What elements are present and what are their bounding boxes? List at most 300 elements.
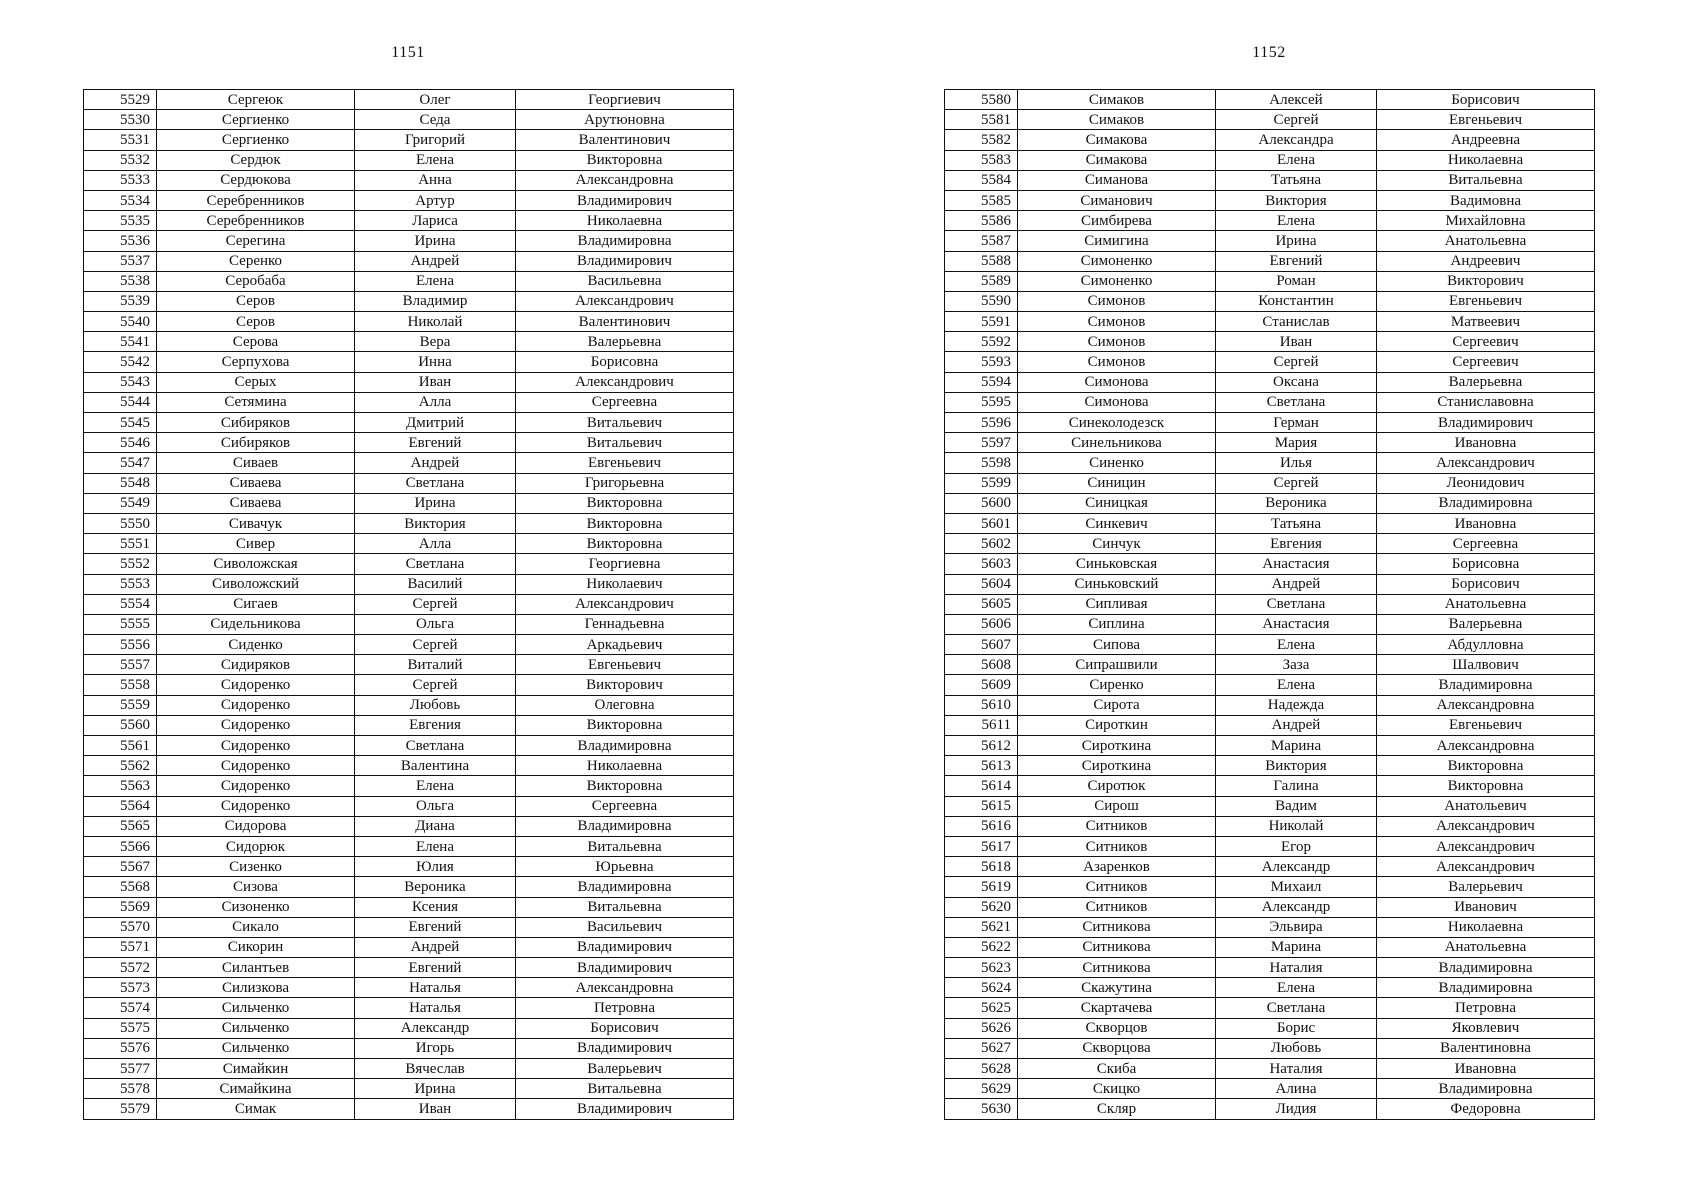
table-row — [84, 978, 734, 998]
table-row — [945, 352, 1595, 372]
last-name-cell: Симакова — [1018, 130, 1216, 150]
last-name-cell: Сидоренко — [157, 796, 355, 816]
table-row — [945, 110, 1595, 130]
patronymic-cell: Андреевна — [1377, 130, 1595, 150]
row-number-cell: 5530 — [84, 110, 157, 130]
last-name-cell: Азаренков — [1018, 857, 1216, 877]
table-row — [945, 836, 1595, 856]
patronymic-cell: Валентиновна — [1377, 1038, 1595, 1058]
table-row — [84, 1099, 734, 1119]
table-row — [945, 392, 1595, 412]
table-row — [945, 897, 1595, 917]
patronymic-cell: Сергеевна — [1377, 534, 1595, 554]
table-row — [84, 655, 734, 675]
last-name-cell: Сиплина — [1018, 614, 1216, 634]
table-row — [84, 1038, 734, 1058]
row-number-cell: 5560 — [84, 715, 157, 735]
table-row — [84, 594, 734, 614]
last-name-cell: Скворцова — [1018, 1038, 1216, 1058]
first-name-cell: Андрей — [355, 251, 516, 271]
patronymic-cell: Викторовна — [516, 493, 734, 513]
patronymic-cell: Станиславовна — [1377, 392, 1595, 412]
last-name-cell: Сидоренко — [157, 776, 355, 796]
last-name-cell: Ситникова — [1018, 937, 1216, 957]
table-row — [945, 312, 1595, 332]
row-number-cell: 5545 — [84, 413, 157, 433]
last-name-cell: Синьковская — [1018, 554, 1216, 574]
patronymic-cell: Викторовна — [516, 534, 734, 554]
table-row — [84, 554, 734, 574]
table-row — [84, 392, 734, 412]
table-row — [945, 917, 1595, 937]
row-number-cell: 5559 — [84, 695, 157, 715]
table-row — [945, 372, 1595, 392]
first-name-cell: Александр — [355, 1018, 516, 1038]
first-name-cell: Елена — [1216, 675, 1377, 695]
row-number-cell: 5607 — [945, 635, 1018, 655]
first-name-cell: Елена — [355, 271, 516, 291]
row-number-cell: 5555 — [84, 614, 157, 634]
last-name-cell: Сизенко — [157, 857, 355, 877]
right-page — [944, 0, 1594, 1200]
first-name-cell: Светлана — [355, 554, 516, 574]
last-name-cell: Сизова — [157, 877, 355, 897]
row-number-cell: 5582 — [945, 130, 1018, 150]
first-name-cell: Алина — [1216, 1079, 1377, 1099]
row-number-cell: 5580 — [945, 90, 1018, 110]
first-name-cell: Андрей — [355, 937, 516, 957]
patronymic-cell: Васильевна — [516, 271, 734, 291]
table-row — [945, 291, 1595, 311]
first-name-cell: Инна — [355, 352, 516, 372]
last-name-cell: Сидоренко — [157, 736, 355, 756]
row-number-cell: 5619 — [945, 877, 1018, 897]
patronymic-cell: Леонидович — [1377, 473, 1595, 493]
last-name-cell: Серегина — [157, 231, 355, 251]
patronymic-cell: Владимирович — [516, 937, 734, 957]
table-row — [84, 1059, 734, 1079]
row-number-cell: 5540 — [84, 312, 157, 332]
first-name-cell: Егор — [1216, 836, 1377, 856]
patronymic-cell: Олеговна — [516, 695, 734, 715]
row-number-cell: 5544 — [84, 392, 157, 412]
first-name-cell: Ксения — [355, 897, 516, 917]
row-number-cell: 5613 — [945, 756, 1018, 776]
last-name-cell: Сердюкова — [157, 170, 355, 190]
last-name-cell: Ситников — [1018, 897, 1216, 917]
patronymic-cell: Владимировна — [1377, 978, 1595, 998]
row-number-cell: 5622 — [945, 937, 1018, 957]
patronymic-cell: Юрьевна — [516, 857, 734, 877]
table-row — [84, 90, 734, 110]
row-number-cell: 5610 — [945, 695, 1018, 715]
patronymic-cell: Владимировна — [1377, 675, 1595, 695]
patronymic-cell: Васильевич — [516, 917, 734, 937]
patronymic-cell: Геннадьевна — [516, 614, 734, 634]
table-row — [945, 271, 1595, 291]
table-row — [945, 937, 1595, 957]
first-name-cell: Светлана — [1216, 594, 1377, 614]
first-name-cell: Алла — [355, 534, 516, 554]
first-name-cell: Марина — [1216, 937, 1377, 957]
last-name-cell: Симакова — [1018, 150, 1216, 170]
table-row — [945, 554, 1595, 574]
table-row — [945, 715, 1595, 735]
left-page — [83, 0, 733, 1200]
table-row — [84, 231, 734, 251]
row-number-cell: 5533 — [84, 170, 157, 190]
row-number-cell: 5557 — [84, 655, 157, 675]
last-name-cell: Серых — [157, 372, 355, 392]
first-name-cell: Борис — [1216, 1018, 1377, 1038]
table-row — [945, 776, 1595, 796]
first-name-cell: Константин — [1216, 291, 1377, 311]
first-name-cell: Вероника — [1216, 493, 1377, 513]
first-name-cell: Вера — [355, 332, 516, 352]
table-row — [945, 493, 1595, 513]
first-name-cell: Виталий — [355, 655, 516, 675]
row-number-cell: 5569 — [84, 897, 157, 917]
last-name-cell: Сигаев — [157, 594, 355, 614]
patronymic-cell: Ивановна — [1377, 513, 1595, 533]
table-row — [84, 332, 734, 352]
row-number-cell: 5579 — [84, 1099, 157, 1119]
table-row — [84, 937, 734, 957]
patronymic-cell: Викторович — [1377, 271, 1595, 291]
row-number-cell: 5614 — [945, 776, 1018, 796]
first-name-cell: Иван — [355, 372, 516, 392]
last-name-cell: Сидоренко — [157, 715, 355, 735]
row-number-cell: 5621 — [945, 917, 1018, 937]
first-name-cell: Елена — [1216, 211, 1377, 231]
patronymic-cell: Викторовна — [516, 715, 734, 735]
table-row — [84, 1018, 734, 1038]
patronymic-cell: Витальевна — [1377, 170, 1595, 190]
table-row — [84, 413, 734, 433]
table-row — [945, 1099, 1595, 1119]
first-name-cell: Сергей — [1216, 352, 1377, 372]
row-number-cell: 5590 — [945, 291, 1018, 311]
table-row — [945, 1059, 1595, 1079]
first-name-cell: Роман — [1216, 271, 1377, 291]
row-number-cell: 5620 — [945, 897, 1018, 917]
table-row — [945, 655, 1595, 675]
last-name-cell: Сиренко — [1018, 675, 1216, 695]
row-number-cell: 5597 — [945, 433, 1018, 453]
patronymic-cell: Евгеньевич — [1377, 291, 1595, 311]
last-name-cell: Симонов — [1018, 352, 1216, 372]
first-name-cell: Александр — [1216, 857, 1377, 877]
table-row — [84, 534, 734, 554]
row-number-cell: 5617 — [945, 836, 1018, 856]
row-number-cell: 5593 — [945, 352, 1018, 372]
row-number-cell: 5584 — [945, 170, 1018, 190]
patronymic-cell: Абдулловна — [1377, 635, 1595, 655]
patronymic-cell: Владимировна — [516, 736, 734, 756]
first-name-cell: Любовь — [1216, 1038, 1377, 1058]
first-name-cell: Ирина — [1216, 231, 1377, 251]
table-row — [945, 332, 1595, 352]
first-name-cell: Наталия — [1216, 1059, 1377, 1079]
row-number-cell: 5542 — [84, 352, 157, 372]
patronymic-cell: Александровна — [516, 978, 734, 998]
first-name-cell: Николай — [355, 312, 516, 332]
row-number-cell: 5591 — [945, 312, 1018, 332]
table-row — [84, 816, 734, 836]
patronymic-cell: Александровна — [516, 170, 734, 190]
table-row — [84, 110, 734, 130]
table-row — [945, 170, 1595, 190]
row-number-cell: 5554 — [84, 594, 157, 614]
first-name-cell: Евгений — [355, 917, 516, 937]
table-row — [945, 695, 1595, 715]
first-name-cell: Елена — [355, 836, 516, 856]
row-number-cell: 5567 — [84, 857, 157, 877]
first-name-cell: Татьяна — [1216, 170, 1377, 190]
last-name-cell: Симанова — [1018, 170, 1216, 190]
patronymic-cell: Александровна — [1377, 736, 1595, 756]
row-number-cell: 5536 — [84, 231, 157, 251]
row-number-cell: 5568 — [84, 877, 157, 897]
patronymic-cell: Матвеевич — [1377, 312, 1595, 332]
row-number-cell: 5611 — [945, 715, 1018, 735]
first-name-cell: Сергей — [1216, 473, 1377, 493]
last-name-cell: Симбирева — [1018, 211, 1216, 231]
patronymic-cell: Валерьевна — [1377, 614, 1595, 634]
last-name-cell: Синчук — [1018, 534, 1216, 554]
patronymic-cell: Сергеевич — [1377, 352, 1595, 372]
patronymic-cell: Валерьевна — [516, 332, 734, 352]
row-number-cell: 5618 — [945, 857, 1018, 877]
first-name-cell: Александр — [1216, 897, 1377, 917]
row-number-cell: 5615 — [945, 796, 1018, 816]
patronymic-cell: Сергеевна — [516, 392, 734, 412]
last-name-cell: Сиваева — [157, 473, 355, 493]
first-name-cell: Наталия — [1216, 958, 1377, 978]
last-name-cell: Симаков — [1018, 110, 1216, 130]
row-number-cell: 5605 — [945, 594, 1018, 614]
patronymic-cell: Витальевна — [516, 897, 734, 917]
patronymic-cell: Шалвович — [1377, 655, 1595, 675]
table-row — [945, 594, 1595, 614]
table-row — [84, 796, 734, 816]
first-name-cell: Анастасия — [1216, 614, 1377, 634]
row-number-cell: 5594 — [945, 372, 1018, 392]
first-name-cell: Иван — [355, 1099, 516, 1119]
row-number-cell: 5581 — [945, 110, 1018, 130]
table-row — [945, 433, 1595, 453]
first-name-cell: Татьяна — [1216, 513, 1377, 533]
patronymic-cell: Ивановна — [1377, 433, 1595, 453]
last-name-cell: Симайкин — [157, 1059, 355, 1079]
patronymic-cell: Викторовна — [516, 513, 734, 533]
table-row — [945, 614, 1595, 634]
last-name-cell: Сидоренко — [157, 695, 355, 715]
table-row — [945, 816, 1595, 836]
patronymic-cell: Яковлевич — [1377, 1018, 1595, 1038]
table-row — [945, 857, 1595, 877]
first-name-cell: Светлана — [355, 736, 516, 756]
last-name-cell: Симаков — [1018, 90, 1216, 110]
table-row — [84, 736, 734, 756]
row-number-cell: 5589 — [945, 271, 1018, 291]
last-name-cell: Скартачева — [1018, 998, 1216, 1018]
table-row — [84, 675, 734, 695]
row-number-cell: 5586 — [945, 211, 1018, 231]
first-name-cell: Светлана — [1216, 998, 1377, 1018]
table-row — [945, 150, 1595, 170]
last-name-cell: Симоненко — [1018, 251, 1216, 271]
last-name-cell: Симигина — [1018, 231, 1216, 251]
table-row — [84, 614, 734, 634]
last-name-cell: Симонов — [1018, 291, 1216, 311]
row-number-cell: 5604 — [945, 574, 1018, 594]
row-number-cell: 5577 — [84, 1059, 157, 1079]
last-name-cell: Сергиенко — [157, 130, 355, 150]
row-number-cell: 5571 — [84, 937, 157, 957]
row-number-cell: 5572 — [84, 958, 157, 978]
row-number-cell: 5606 — [945, 614, 1018, 634]
page-number: 1152 — [1252, 44, 1286, 61]
patronymic-cell: Валерьевич — [1377, 877, 1595, 897]
row-number-cell: 5538 — [84, 271, 157, 291]
patronymic-cell: Викторович — [516, 675, 734, 695]
table-row — [84, 473, 734, 493]
table-row — [945, 453, 1595, 473]
row-number-cell: 5608 — [945, 655, 1018, 675]
row-number-cell: 5552 — [84, 554, 157, 574]
first-name-cell: Евгения — [1216, 534, 1377, 554]
table-row — [945, 211, 1595, 231]
patronymic-cell: Александрович — [516, 291, 734, 311]
first-name-cell: Григорий — [355, 130, 516, 150]
patronymic-cell: Евгеньевич — [516, 453, 734, 473]
table-row — [945, 1038, 1595, 1058]
first-name-cell: Лидия — [1216, 1099, 1377, 1119]
patronymic-cell: Анатольевич — [1377, 796, 1595, 816]
patronymic-cell: Сергеевич — [1377, 332, 1595, 352]
first-name-cell: Виктория — [1216, 756, 1377, 776]
last-name-cell: Серпухова — [157, 352, 355, 372]
table-row — [84, 513, 734, 533]
last-name-cell: Сибиряков — [157, 413, 355, 433]
row-number-cell: 5587 — [945, 231, 1018, 251]
first-name-cell: Вадим — [1216, 796, 1377, 816]
row-number-cell: 5592 — [945, 332, 1018, 352]
roster-table — [944, 89, 1595, 1120]
first-name-cell: Михаил — [1216, 877, 1377, 897]
row-number-cell: 5602 — [945, 534, 1018, 554]
patronymic-cell: Витальевич — [516, 433, 734, 453]
row-number-cell: 5547 — [84, 453, 157, 473]
first-name-cell: Галина — [1216, 776, 1377, 796]
table-row — [945, 635, 1595, 655]
last-name-cell: Сивер — [157, 534, 355, 554]
table-row — [84, 312, 734, 332]
row-number-cell: 5573 — [84, 978, 157, 998]
first-name-cell: Оксана — [1216, 372, 1377, 392]
table-row — [945, 130, 1595, 150]
last-name-cell: Синицкая — [1018, 493, 1216, 513]
first-name-cell: Валентина — [355, 756, 516, 776]
first-name-cell: Ирина — [355, 231, 516, 251]
row-number-cell: 5624 — [945, 978, 1018, 998]
row-number-cell: 5601 — [945, 513, 1018, 533]
row-number-cell: 5583 — [945, 150, 1018, 170]
row-number-cell: 5539 — [84, 291, 157, 311]
table-row — [84, 776, 734, 796]
row-number-cell: 5625 — [945, 998, 1018, 1018]
first-name-cell: Артур — [355, 190, 516, 210]
patronymic-cell: Евгеньевич — [1377, 715, 1595, 735]
row-number-cell: 5575 — [84, 1018, 157, 1038]
patronymic-cell: Евгеньевич — [1377, 110, 1595, 130]
row-number-cell: 5626 — [945, 1018, 1018, 1038]
patronymic-cell: Анатольевна — [1377, 231, 1595, 251]
table-row — [945, 190, 1595, 210]
patronymic-cell: Николаевна — [1377, 150, 1595, 170]
patronymic-cell: Георгиевич — [516, 90, 734, 110]
first-name-cell: Сергей — [1216, 110, 1377, 130]
table-row — [84, 756, 734, 776]
last-name-cell: Сироткина — [1018, 736, 1216, 756]
row-number-cell: 5534 — [84, 190, 157, 210]
first-name-cell: Светлана — [1216, 392, 1377, 412]
last-name-cell: Симонов — [1018, 332, 1216, 352]
first-name-cell: Светлана — [355, 473, 516, 493]
table-row — [84, 150, 734, 170]
first-name-cell: Виктория — [355, 513, 516, 533]
first-name-cell: Андрей — [355, 453, 516, 473]
patronymic-cell: Ивановна — [1377, 1059, 1595, 1079]
row-number-cell: 5558 — [84, 675, 157, 695]
patronymic-cell: Александрович — [1377, 816, 1595, 836]
patronymic-cell: Борисович — [516, 1018, 734, 1038]
row-number-cell: 5541 — [84, 332, 157, 352]
patronymic-cell: Викторовна — [516, 150, 734, 170]
first-name-cell: Сергей — [355, 675, 516, 695]
last-name-cell: Сидоренко — [157, 756, 355, 776]
row-number-cell: 5599 — [945, 473, 1018, 493]
patronymic-cell: Викторовна — [516, 776, 734, 796]
row-number-cell: 5543 — [84, 372, 157, 392]
patronymic-cell: Вадимовна — [1377, 190, 1595, 210]
patronymic-cell: Иванович — [1377, 897, 1595, 917]
last-name-cell: Серебренников — [157, 211, 355, 231]
first-name-cell: Александра — [1216, 130, 1377, 150]
first-name-cell: Станислав — [1216, 312, 1377, 332]
first-name-cell: Николай — [1216, 816, 1377, 836]
last-name-cell: Сердюк — [157, 150, 355, 170]
patronymic-cell: Андреевич — [1377, 251, 1595, 271]
last-name-cell: Сергеюк — [157, 90, 355, 110]
table-row — [945, 413, 1595, 433]
patronymic-cell: Витальевна — [516, 1079, 734, 1099]
table-row — [945, 1018, 1595, 1038]
last-name-cell: Ситникова — [1018, 917, 1216, 937]
patronymic-cell: Александрович — [516, 594, 734, 614]
row-number-cell: 5549 — [84, 493, 157, 513]
table-row — [945, 998, 1595, 1018]
table-row — [84, 291, 734, 311]
patronymic-cell: Владимировна — [516, 231, 734, 251]
table-row — [84, 635, 734, 655]
patronymic-cell: Николаевна — [516, 211, 734, 231]
row-number-cell: 5576 — [84, 1038, 157, 1058]
first-name-cell: Елена — [1216, 150, 1377, 170]
last-name-cell: Сибиряков — [157, 433, 355, 453]
last-name-cell: Скажутина — [1018, 978, 1216, 998]
